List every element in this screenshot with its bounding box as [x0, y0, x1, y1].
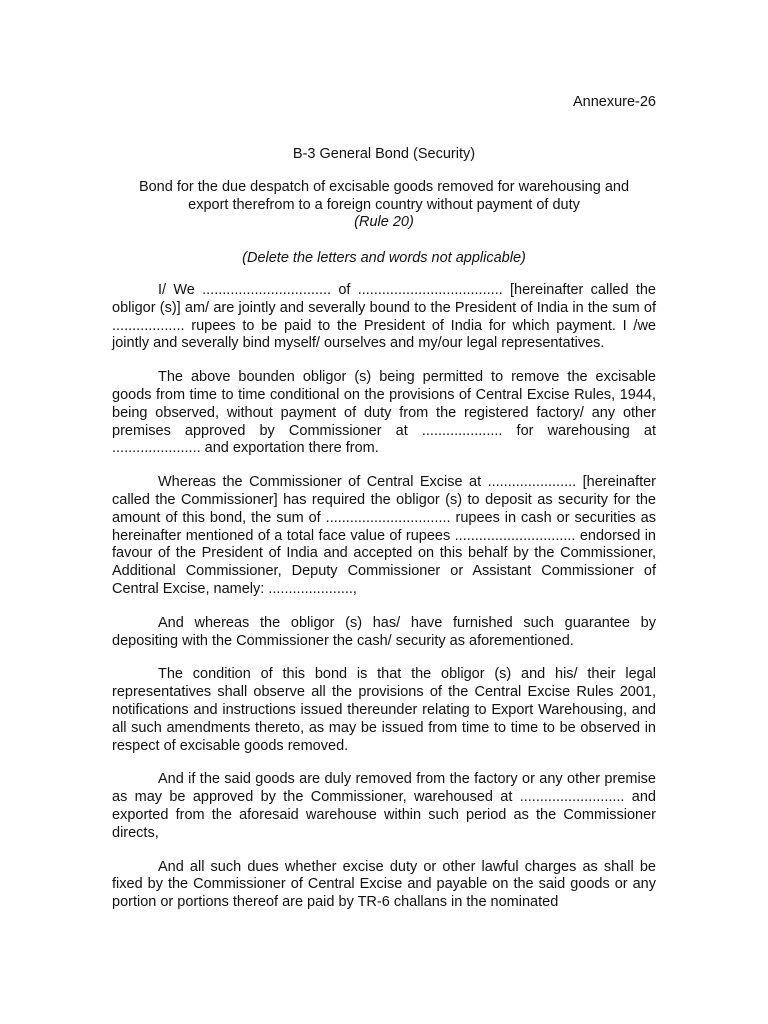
paragraph-removal-permission: The above bounden obligor (s) being permitted to remove the excisable goods from time to time conditional on the provisions of Central Excise Rules, 1944, being observed, without payment of duty from the registered factory/ any other premises approved by Commissioner at .................... for warehousing at ...................... and exportation there from.: [112, 369, 656, 457]
document-subtitle: [112, 179, 656, 232]
paragraph-obligor-bond: I/ We ................................ of .................................... [hereinafter called the obligor (s)] am/ are jointly and severally bound to the President of India in the sum of .................. rupees to be paid to the President of India for which payment. I /we jointly and severally bind myself/ ourselves and my/our legal representatives.: [112, 282, 656, 352]
paragraph-dues-clause: And all such dues whether excise duty or other lawful charges as shall be fixed by the Commissioner of Central Excise and payable on the said goods or any portion or portions thereof are paid by TR-6 challans in the nominated: [112, 858, 656, 911]
annexure-label: Annexure-26: [572, 94, 656, 110]
rule-reference: (Rule 20): [354, 214, 414, 230]
instruction-note: (Delete the letters and words not applicable): [242, 250, 526, 266]
document-title: B-3 General Bond (Security): [292, 146, 476, 162]
subtitle-line-1: Bond for the due despatch of excisable goods removed for warehousing and: [138, 179, 630, 195]
paragraph-security-deposit: Whereas the Commissioner of Central Excise at ...................... [hereinafter called the Commissioner] has required the obligor (s) to deposit as security for the amount of this bond, the sum of ............................... rupees in cash or securities as hereinafter mentioned of a total face value of rupees .............................. endorsed in favour of the President of India and accepted on this behalf by the Commissioner, Additional Commissioner, Deputy Commissioner or Assistant Commissioner of Central Excise, namely: .....................,: [112, 474, 656, 597]
paragraph-condition: The condition of this bond is that the obligor (s) and his/ their legal representatives shall observe all the provisions of the Central Excise Rules 2001, notifications and instructions issued thereunder relating to Export Warehousing, and all such amendments thereto, as may be issued from time to time to be observed in respect of excisable goods removed.: [112, 666, 656, 754]
paragraph-guarantee: And whereas the obligor (s) has/ have furnished such guarantee by depositing with the Commissioner the cash/ security as aforementioned.: [112, 614, 656, 649]
paragraph-export-clause: And if the said goods are duly removed from the factory or any other premise as may be approved by the Commissioner, warehoused at .......................... and exported from the aforesaid warehouse within such period as the Commissioner directs,: [112, 771, 656, 841]
subtitle-line-2: export therefrom to a foreign country without payment of duty: [188, 196, 580, 213]
document-body: [112, 282, 656, 928]
